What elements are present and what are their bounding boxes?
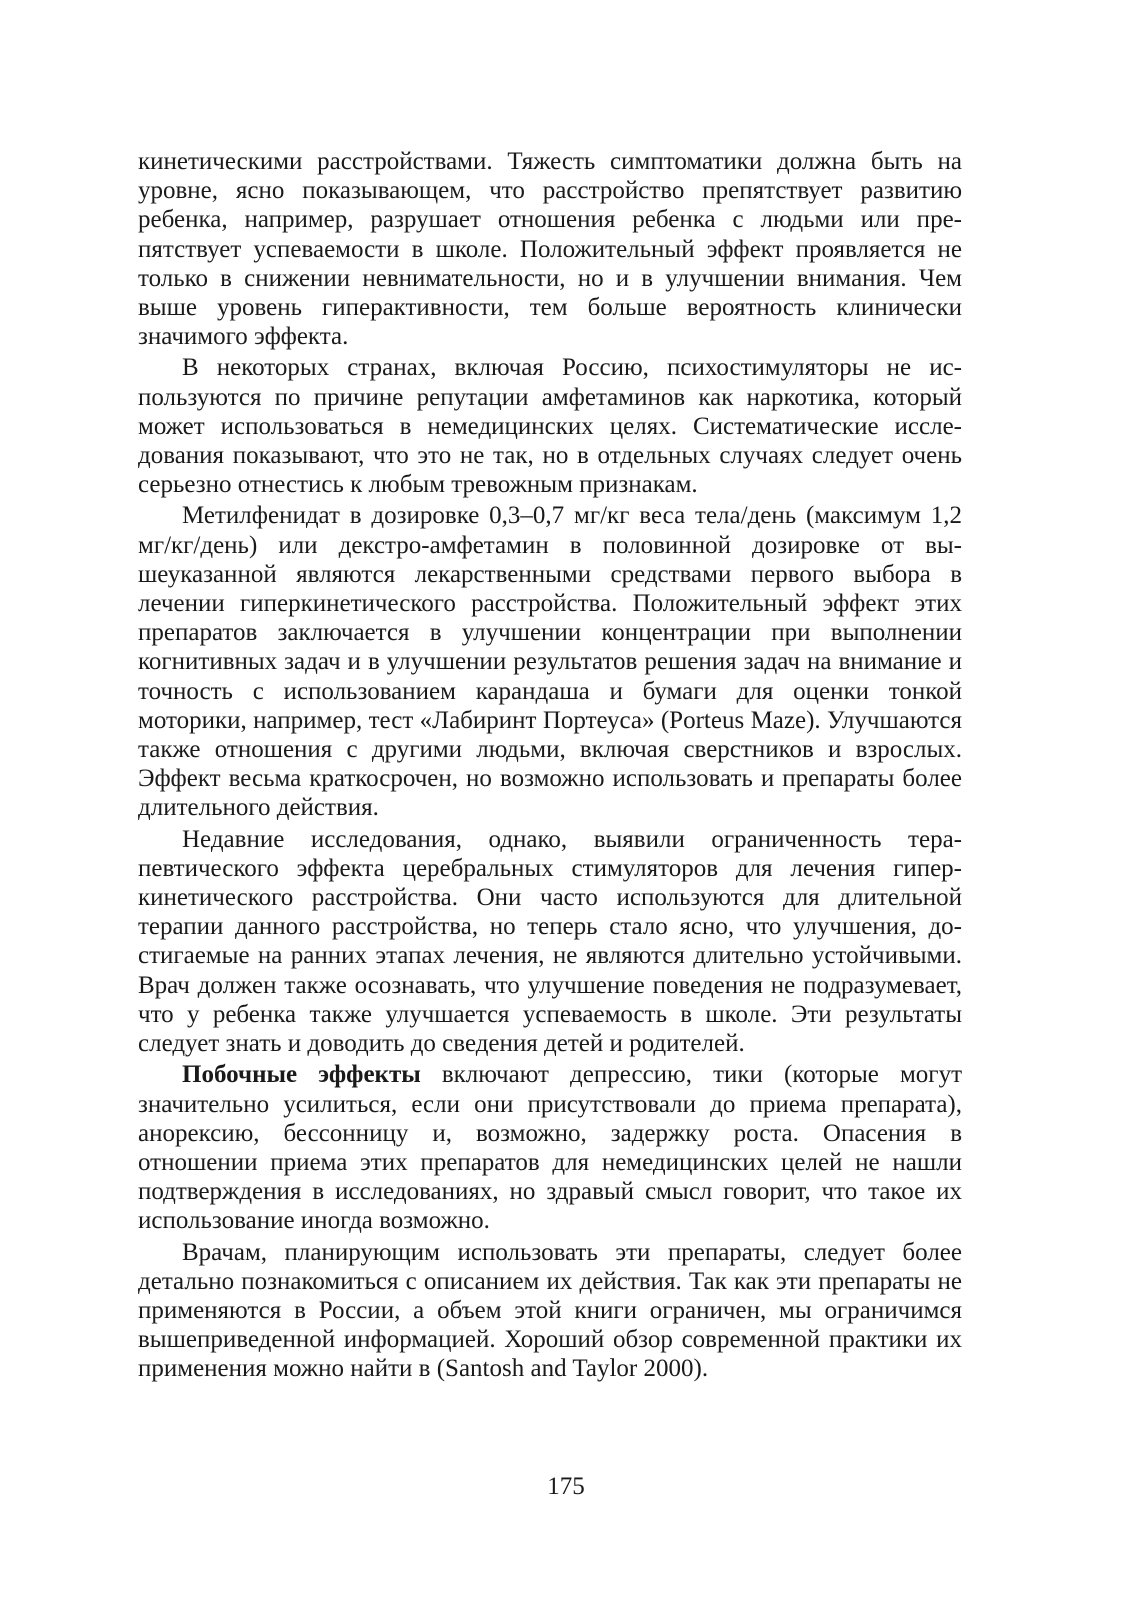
paragraph-text: Недавние исследования, однако, выявили ограниченность терапевтического эффекта церебральных стимуляторов для лечения гиперкинетического расстройства. Они часто используются для длительной терапии данного расстройства, но теперь стало ясно, что улучшения, достигаемые на ранних этапах лечения, не являются длительно устойчивыми. Врач должен также осознавать, что улучшение поведения не подразумевает, что у ребенка также улучшается успеваемость в школе. Эти результаты следует знать и доводить до сведения детей и родителей. [138, 825, 962, 1058]
paragraph-text: кинетическими расстройствами. Тяжесть симптоматики должна быть на уровне, ясно показывающем, что расстройство препятствует развитию ребенка, например, разрушает отношения ребенка с людьми или препятствует успеваемости в школе. Положительный эффект проявляется не только в снижении невнимательности, но и в улучшении внимания. Чем выше уровень гиперактивности, тем больше вероятность клинически значимого эффекта. [138, 148, 962, 351]
page-body [138, 147, 962, 1386]
paragraph [138, 147, 962, 351]
paragraph [138, 1060, 962, 1235]
paragraph [138, 353, 962, 499]
paragraph [138, 501, 962, 822]
paragraph-text: Врачам, планирующим использовать эти препараты, следует более детально познакомиться с описанием их действия. Так как эти препараты не применяются в России, а объем этой книги ограничен, мы ограничимся вышеприведенной информацией. Хороший обзор современной практики их применения можно найти в (Santosh and Taylor 2000). [138, 1238, 962, 1383]
paragraph-text: В некоторых странах, включая Россию, психостимуляторы не используются по причине репутации амфетаминов как наркотика, который может использоваться в немедицинских целях. Систематические исследования показывают, что это не так, но в отдельных случаях следует очень серьезно отнестись к любым тревожным признакам. [138, 354, 962, 499]
paragraph [138, 825, 962, 1059]
paragraph-lead: Побочные эффекты [182, 1061, 421, 1089]
page-number: 175 [547, 1473, 585, 1500]
paragraph-text: Метилфенидат в дозировке 0,3–0,7 мг/кг веса тела/день (максимум 1,2 мг/кг/день) или декстро-амфетамин в половинной дозировке от вышеуказанной являются лекарственными средствами первого выбора в лечении гиперкинетического расстройства. Положительный эффект этих препаратов заключается в улучшении концентрации при выполнении когнитивных задач и в улучшении результатов решения задач на внимание и точность с использованием карандаша и бумаги для оценки тонкой моторики, например, тест «Лабиринт Портеуса» (Porteus Maze). Улучшаются также отношения с другими людьми, включая сверстников и взрослых. Эффект весьма краткосрочен, но возможно использовать и препараты более длительного действия. [138, 502, 962, 822]
paragraph [138, 1238, 962, 1384]
paragraph-text: включают депрессию, тики (которые могут значительно усилиться, если они присутствовали до приема препарата), анорексию, бессонницу и, возможно, задержку роста. Опасения в отношении приема этих препаратов для немедицинских целей не нашли подтверждения в исследованиях, но здравый смысл говорит, что такое их использование иногда возможно. [138, 1061, 962, 1235]
